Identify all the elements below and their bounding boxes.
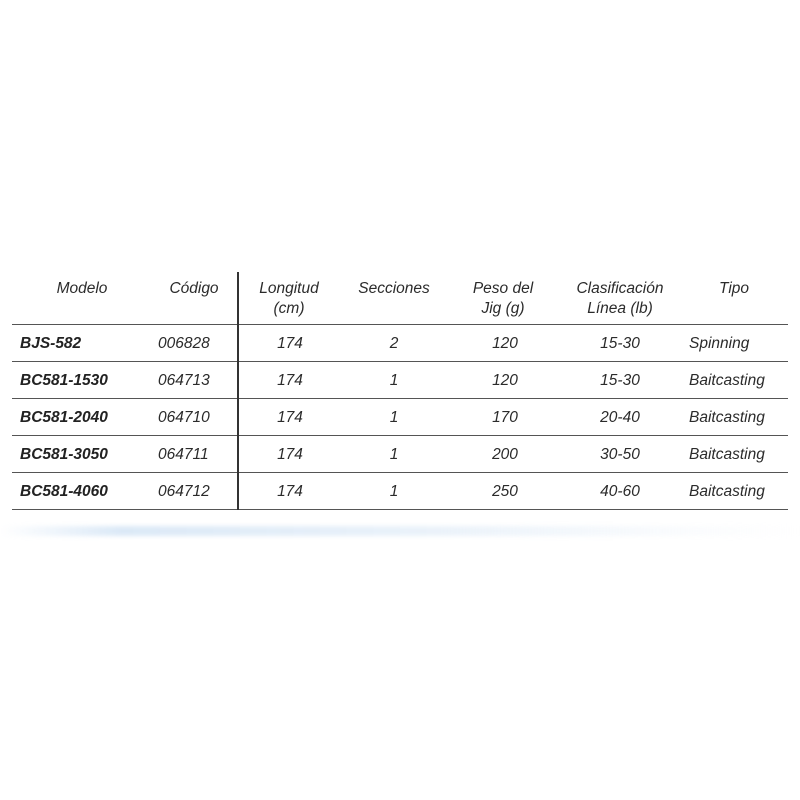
cell-peso-jig: 170 [492,409,518,426]
cell-clasificacion: 15-30 [600,335,640,352]
cell-codigo: 064713 [158,372,210,389]
cell-peso-jig: 120 [492,372,518,389]
header-tipo [696,279,772,299]
cell-clasificacion: 40-60 [600,483,640,500]
header-peso-jig-line1: Peso del [472,280,534,297]
cell-codigo: 064712 [158,483,210,500]
header-clasificacion-line1: Clasificación [576,280,664,297]
column-divider [237,272,239,510]
cell-peso-jig: 200 [492,446,518,463]
decorative-blue-glow [0,526,800,536]
cell-tipo: Baitcasting [689,409,765,426]
cell-tipo: Baitcasting [689,483,765,500]
table-header [12,272,788,325]
cell-tipo: Baitcasting [689,446,765,463]
header-peso-jig-line2: Jig (g) [481,300,525,317]
rod-spec-table [12,272,788,512]
cell-modelo: BC581-1530 [20,372,108,389]
cell-longitud: 174 [277,335,303,352]
header-longitud-line2: (cm) [273,300,305,317]
table-row [12,325,788,362]
header-tipo-line1: Tipo [718,280,750,297]
cell-longitud: 174 [277,372,303,389]
cell-secciones: 1 [389,483,399,500]
header-clasificacion-line2: Línea (lb) [587,300,653,317]
cell-codigo: 064710 [158,409,210,426]
cell-codigo: 064711 [158,446,209,463]
cell-longitud: 174 [277,446,303,463]
cell-secciones: 2 [389,335,399,352]
cell-clasificacion: 30-50 [600,446,640,463]
cell-modelo: BC581-3050 [20,446,108,463]
cell-clasificacion: 20-40 [600,409,640,426]
header-modelo-line1: Modelo [56,280,108,297]
cell-secciones: 1 [389,446,399,463]
header-secciones [344,279,444,299]
cell-peso-jig: 120 [492,335,518,352]
cell-longitud: 174 [277,483,303,500]
header-codigo-line1: Código [169,280,219,297]
table-row [12,362,788,399]
cell-codigo: 006828 [158,335,210,352]
cell-modelo: BJS-582 [20,335,82,352]
table-row [12,473,788,510]
header-clasificacion-linea [560,279,680,319]
cell-modelo: BC581-2040 [20,409,108,426]
header-peso-jig [458,279,548,319]
table-row [12,436,788,473]
cell-longitud: 174 [277,409,303,426]
header-longitud [244,279,334,319]
cell-peso-jig: 250 [492,483,518,500]
cell-secciones: 1 [389,409,399,426]
cell-clasificacion: 15-30 [600,372,640,389]
header-codigo [154,279,234,299]
cell-secciones: 1 [389,372,399,389]
cell-modelo: BC581-4060 [20,483,108,500]
header-modelo [42,279,122,299]
header-secciones-line1: Secciones [358,280,430,297]
table-row [12,399,788,436]
cell-tipo: Baitcasting [689,372,765,389]
header-longitud-line1: Longitud [259,280,319,297]
cell-tipo: Spinning [689,335,750,352]
